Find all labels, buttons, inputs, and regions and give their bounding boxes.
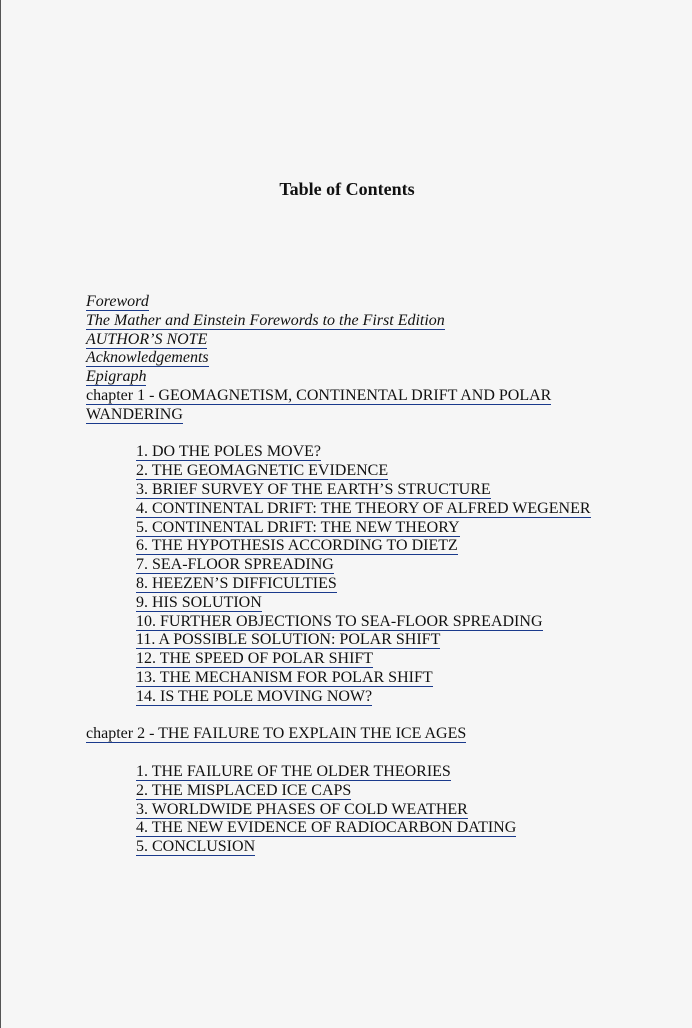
link-ch2-section-3[interactable]: 3. WORLDWIDE PHASES OF COLD WEATHER [136,800,468,818]
link-ch1-section-11[interactable]: 11. A POSSIBLE SOLUTION: POLAR SHIFT [136,631,441,649]
toc-chapter-2 [86,725,646,744]
table-of-contents [86,293,646,876]
toc-entry-authors-note [86,331,646,350]
link-ch2-section-4[interactable]: 4. THE NEW EVIDENCE OF RADIOCARBON DATING [136,819,517,837]
link-ch1-section-10[interactable]: 10. FURTHER OBJECTIONS TO SEA-FLOOR SPREADING [136,612,543,630]
list-item [136,819,646,838]
link-authors-note[interactable]: AUTHOR’S NOTE [86,330,208,348]
link-ch1-section-9[interactable]: 9. HIS SOLUTION [136,593,262,611]
link-ch1-section-2[interactable]: 2. THE GEOMAGNETIC EVIDENCE [136,462,389,480]
list-item [136,556,646,575]
list-item [136,801,646,820]
toc-entry-epigraph [86,368,646,387]
list-item [136,594,646,613]
chapter-2-sections [136,763,646,857]
link-ch1-section-12[interactable]: 12. THE SPEED OF POLAR SHIFT [136,650,374,668]
list-item [136,650,646,669]
link-ch2-section-1[interactable]: 1. THE FAILURE OF THE OLDER THEORIES [136,762,451,780]
link-ch1-section-6[interactable]: 6. THE HYPOTHESIS ACCORDING TO DIETZ [136,537,458,555]
link-foreword[interactable]: Foreword [86,293,149,310]
list-item [136,613,646,632]
link-ch1-section-13[interactable]: 13. THE MECHANISM FOR POLAR SHIFT [136,668,433,686]
toc-entry-foreword [86,293,646,312]
link-ch1-section-5[interactable]: 5. CONTINENTAL DRIFT: THE NEW THEORY [136,518,460,536]
chapter-1-sections [136,443,646,706]
list-item [136,631,646,650]
list-item [136,782,646,801]
list-item [136,519,646,538]
link-chapter-1[interactable]: chapter 1 - GEOMAGNETISM, CONTINENTAL DRIFT AND POLAR WANDERING [86,386,552,423]
link-ch1-section-8[interactable]: 8. HEEZEN’S DIFFICULTIES [136,574,337,592]
link-ch1-section-3[interactable]: 3. BRIEF SURVEY OF THE EARTH’S STRUCTURE [136,480,491,498]
list-item [136,688,646,707]
list-item [136,481,646,500]
link-forewords-first-edition[interactable]: The Mather and Einstein Forewords to the First Edition [86,311,445,329]
link-ch1-section-14[interactable]: 14. IS THE POLE MOVING NOW? [136,687,373,705]
list-item [136,462,646,481]
toc-entry-forewords-first-edition [86,312,646,331]
list-item [136,443,646,462]
link-ch1-section-1[interactable]: 1. DO THE POLES MOVE? [136,443,322,461]
page-title: Table of Contents [279,179,415,199]
link-ch1-section-7[interactable]: 7. SEA-FLOOR SPREADING [136,556,334,574]
toc-entry-acknowledgements [86,349,646,368]
list-item [136,537,646,556]
link-ch2-section-2[interactable]: 2. THE MISPLACED ICE CAPS [136,781,352,799]
list-item [136,838,646,857]
link-chapter-2[interactable]: chapter 2 - THE FAILURE TO EXPLAIN THE ICE AGES [86,725,467,743]
list-item [136,669,646,688]
toc-chapter-1 [86,387,646,425]
list-item [136,500,646,519]
list-item [136,763,646,782]
link-ch2-section-5[interactable]: 5. CONCLUSION [136,838,256,856]
list-item [136,575,646,594]
link-acknowledgements[interactable]: Acknowledgements [86,349,209,367]
link-ch1-section-4[interactable]: 4. CONTINENTAL DRIFT: THE THEORY OF ALFRED WEGENER [136,499,591,517]
link-epigraph[interactable]: Epigraph [86,368,147,386]
